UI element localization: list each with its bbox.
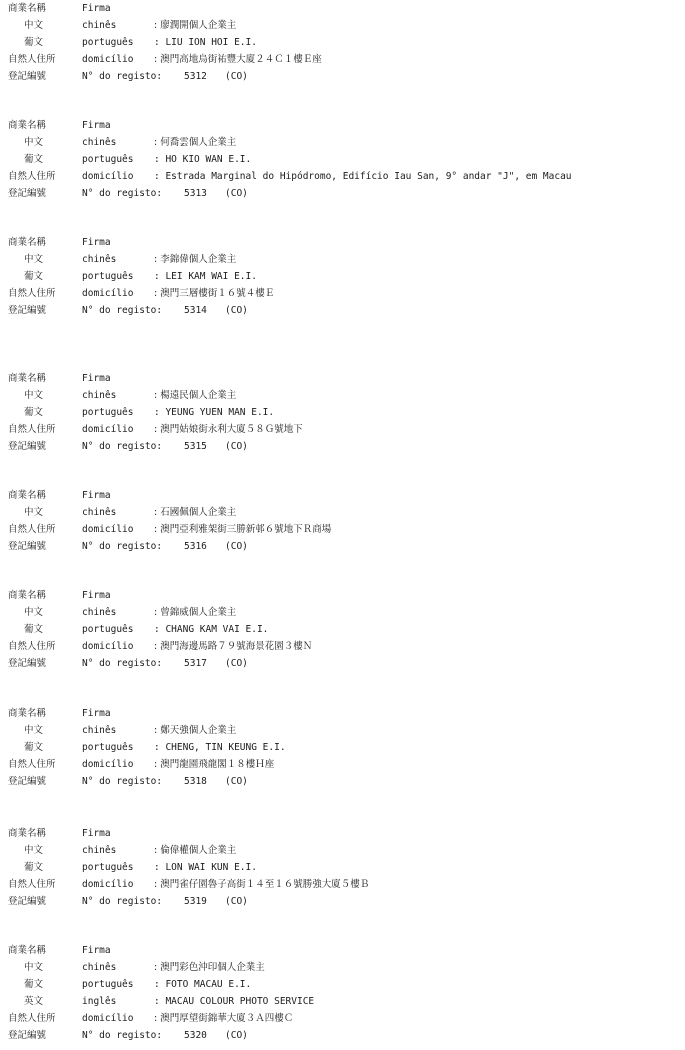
chinese-label-pt: chinês — [82, 507, 117, 518]
firma-label-pt: Firma — [82, 828, 111, 839]
portuguese-name-row — [8, 404, 678, 421]
portuguese-name-row — [8, 859, 678, 876]
domicile-value: : 澳門龍園飛龍閣１８樓Ｈ座 — [154, 759, 275, 770]
chinese-name-row — [8, 504, 678, 521]
domicile-value: : 澳門亞利雅架街三勝新邨６號地下Ｒ商場 — [154, 524, 332, 535]
domicile-label-zh: 自然人住所 — [8, 524, 56, 535]
domicile-row — [8, 1010, 678, 1027]
chinese-name-row — [8, 17, 678, 34]
portuguese-label-zh: 葡文 — [24, 742, 44, 753]
domicile-row — [8, 756, 678, 773]
registry-record — [8, 587, 678, 672]
portuguese-label-pt: português — [82, 862, 134, 873]
domicile-label-pt: domicílio — [82, 288, 134, 299]
register-label-zh: 登記編號 — [8, 188, 47, 199]
firma-label-zh: 商業名稱 — [8, 590, 47, 601]
register-suffix: (CO) — [225, 896, 248, 907]
domicile-label-zh: 自然人住所 — [8, 171, 56, 182]
chinese-name-value: : 倫偉權個人企業主 — [154, 845, 237, 856]
domicile-label-pt: domicílio — [82, 1013, 134, 1024]
domicile-label-pt: domicílio — [82, 524, 134, 535]
register-label-zh: 登記編號 — [8, 896, 47, 907]
registry-record — [8, 0, 678, 85]
portuguese-label-pt: português — [82, 154, 134, 165]
domicile-row — [8, 521, 678, 538]
chinese-label-pt: chinês — [82, 390, 117, 401]
chinese-label-zh: 中文 — [24, 725, 44, 736]
chinese-name-value: : 曾錦威個人企業主 — [154, 607, 237, 618]
register-row — [8, 773, 678, 790]
firma-label-pt: Firma — [82, 3, 111, 14]
firma-header — [8, 0, 678, 17]
english-label-zh: 英文 — [24, 996, 44, 1007]
firma-label-pt: Firma — [82, 945, 111, 956]
register-number: 5314 — [184, 305, 207, 316]
portuguese-name-row — [8, 34, 678, 51]
registry-record — [8, 117, 678, 202]
register-number: 5318 — [184, 776, 207, 787]
chinese-label-zh: 中文 — [24, 507, 44, 518]
portuguese-label-pt: português — [82, 979, 134, 990]
register-label-zh: 登記編號 — [8, 1030, 47, 1041]
register-label-pt: N° do registo: — [82, 305, 163, 316]
domicile-label-zh: 自然人住所 — [8, 641, 56, 652]
portuguese-name-value: : FOTO MACAU E.I. — [154, 979, 252, 990]
register-row — [8, 538, 678, 555]
firma-header — [8, 825, 678, 842]
english-name-row — [8, 993, 678, 1010]
portuguese-label-pt: português — [82, 271, 134, 282]
register-label-pt: N° do registo: — [82, 776, 163, 787]
register-label-pt: N° do registo: — [82, 441, 163, 452]
register-label-pt: N° do registo: — [82, 71, 163, 82]
domicile-row — [8, 285, 678, 302]
chinese-label-pt: chinês — [82, 962, 117, 973]
domicile-value: : 澳門厚望街錦華大廈３Ａ四樓Ｃ — [154, 1013, 294, 1024]
domicile-row — [8, 638, 678, 655]
chinese-label-pt: chinês — [82, 725, 117, 736]
portuguese-name-value: : CHENG, TIN KEUNG E.I. — [154, 742, 286, 753]
chinese-name-row — [8, 251, 678, 268]
portuguese-label-pt: português — [82, 742, 134, 753]
register-row — [8, 655, 678, 672]
firma-header — [8, 370, 678, 387]
registry-record — [8, 705, 678, 790]
english-name-value: : MACAU COLOUR PHOTO SERVICE — [154, 996, 315, 1007]
firma-label-zh: 商業名稱 — [8, 3, 47, 14]
domicile-label-zh: 自然人住所 — [8, 424, 56, 435]
chinese-label-zh: 中文 — [24, 254, 44, 265]
register-row — [8, 438, 678, 455]
register-label-zh: 登記編號 — [8, 71, 47, 82]
register-number: 5320 — [184, 1030, 207, 1041]
register-row — [8, 302, 678, 319]
firma-label-zh: 商業名稱 — [8, 490, 47, 501]
firma-label-zh: 商業名稱 — [8, 708, 47, 719]
domicile-value: : 澳門雀仔園魯子高街１４至１６號勝強大廈５樓Ｂ — [154, 879, 370, 890]
register-label-zh: 登記編號 — [8, 305, 47, 316]
firma-label-pt: Firma — [82, 590, 111, 601]
register-label-pt: N° do registo: — [82, 541, 163, 552]
domicile-label-pt: domicílio — [82, 759, 134, 770]
chinese-label-pt: chinês — [82, 254, 117, 265]
chinese-name-value: : 何喬雲個人企業主 — [154, 137, 237, 148]
portuguese-name-row — [8, 739, 678, 756]
chinese-name-row — [8, 604, 678, 621]
domicile-label-zh: 自然人住所 — [8, 54, 56, 65]
portuguese-label-pt: português — [82, 624, 134, 635]
domicile-row — [8, 51, 678, 68]
register-label-pt: N° do registo: — [82, 658, 163, 669]
portuguese-label-zh: 葡文 — [24, 862, 44, 873]
register-label-zh: 登記編號 — [8, 541, 47, 552]
domicile-label-zh: 自然人住所 — [8, 288, 56, 299]
chinese-label-pt: chinês — [82, 607, 117, 618]
portuguese-label-zh: 葡文 — [24, 979, 44, 990]
firma-label-pt: Firma — [82, 120, 111, 131]
chinese-name-value: : 石國佩個人企業主 — [154, 507, 237, 518]
register-suffix: (CO) — [225, 658, 248, 669]
register-row — [8, 893, 678, 910]
firma-header — [8, 705, 678, 722]
chinese-name-value: : 李錦偉個人企業主 — [154, 254, 237, 265]
domicile-row — [8, 876, 678, 893]
chinese-label-zh: 中文 — [24, 607, 44, 618]
portuguese-name-value: : YEUNG YUEN MAN E.I. — [154, 407, 275, 418]
chinese-name-row — [8, 134, 678, 151]
chinese-label-pt: chinês — [82, 137, 117, 148]
register-label-zh: 登記編號 — [8, 658, 47, 669]
firma-label-zh: 商業名稱 — [8, 237, 47, 248]
english-label-pt: inglês — [82, 996, 117, 1007]
firma-header — [8, 587, 678, 604]
chinese-name-row — [8, 387, 678, 404]
registry-record — [8, 825, 678, 910]
firma-header — [8, 487, 678, 504]
portuguese-label-zh: 葡文 — [24, 624, 44, 635]
firma-label-pt: Firma — [82, 237, 111, 248]
register-number: 5315 — [184, 441, 207, 452]
domicile-label-pt: domicílio — [82, 54, 134, 65]
chinese-label-zh: 中文 — [24, 20, 44, 31]
portuguese-name-value: : CHANG KAM VAI E.I. — [154, 624, 269, 635]
portuguese-label-zh: 葡文 — [24, 37, 44, 48]
portuguese-name-row — [8, 268, 678, 285]
register-number: 5316 — [184, 541, 207, 552]
portuguese-name-row — [8, 976, 678, 993]
register-suffix: (CO) — [225, 441, 248, 452]
firma-header — [8, 117, 678, 134]
firma-label-zh: 商業名稱 — [8, 828, 47, 839]
portuguese-name-row — [8, 621, 678, 638]
register-label-pt: N° do registo: — [82, 1030, 163, 1041]
domicile-label-zh: 自然人住所 — [8, 879, 56, 890]
register-number: 5312 — [184, 71, 207, 82]
domicile-label-zh: 自然人住所 — [8, 1013, 56, 1024]
chinese-label-zh: 中文 — [24, 962, 44, 973]
register-suffix: (CO) — [225, 188, 248, 199]
register-label-zh: 登記編號 — [8, 776, 47, 787]
domicile-value: : 澳門海邊馬路７９號海景花園３樓Ｎ — [154, 641, 313, 652]
chinese-label-zh: 中文 — [24, 137, 44, 148]
register-row — [8, 1027, 678, 1044]
domicile-row — [8, 168, 678, 185]
portuguese-label-zh: 葡文 — [24, 154, 44, 165]
portuguese-name-value: : LEI KAM WAI E.I. — [154, 271, 257, 282]
register-label-pt: N° do registo: — [82, 896, 163, 907]
firma-label-pt: Firma — [82, 708, 111, 719]
register-row — [8, 185, 678, 202]
firma-header — [8, 942, 678, 959]
domicile-value: : 澳門高地烏街祐豐大廈２４Ｃ１樓Ｅ座 — [154, 54, 322, 65]
chinese-name-value: : 楊遠民個人企業主 — [154, 390, 237, 401]
domicile-value: : Estrada Marginal do Hipódromo, Edifício Iau San, 9° andar "J", em Macau — [154, 171, 572, 182]
register-suffix: (CO) — [225, 71, 248, 82]
portuguese-name-row — [8, 151, 678, 168]
firma-label-pt: Firma — [82, 490, 111, 501]
register-number: 5319 — [184, 896, 207, 907]
register-label-zh: 登記編號 — [8, 441, 47, 452]
chinese-label-zh: 中文 — [24, 390, 44, 401]
register-suffix: (CO) — [225, 1030, 248, 1041]
portuguese-label-pt: português — [82, 37, 134, 48]
firma-label-zh: 商業名稱 — [8, 373, 47, 384]
domicile-label-pt: domicílio — [82, 171, 134, 182]
chinese-name-value: : 鄭天強個人企業主 — [154, 725, 237, 736]
registry-record — [8, 942, 678, 1044]
firma-header — [8, 234, 678, 251]
register-suffix: (CO) — [225, 541, 248, 552]
chinese-label-pt: chinês — [82, 20, 117, 31]
chinese-name-row — [8, 722, 678, 739]
registry-record — [8, 487, 678, 555]
chinese-name-value: : 澳門彩色沖印個人企業主 — [154, 962, 265, 973]
register-suffix: (CO) — [225, 305, 248, 316]
domicile-value: : 澳門姑娘街永利大廈５８Ｇ號地下 — [154, 424, 303, 435]
registry-record — [8, 234, 678, 319]
registry-record — [8, 370, 678, 455]
portuguese-name-value: : LON WAI KUN E.I. — [154, 862, 257, 873]
chinese-label-zh: 中文 — [24, 845, 44, 856]
portuguese-label-pt: português — [82, 407, 134, 418]
portuguese-name-value: : LIU ION HOI E.I. — [154, 37, 257, 48]
domicile-value: : 澳門三層樓街１６號４樓Ｅ — [154, 288, 275, 299]
firma-label-pt: Firma — [82, 373, 111, 384]
chinese-name-row — [8, 959, 678, 976]
firma-label-zh: 商業名稱 — [8, 120, 47, 131]
register-number: 5317 — [184, 658, 207, 669]
chinese-label-pt: chinês — [82, 845, 117, 856]
chinese-name-row — [8, 842, 678, 859]
portuguese-name-value: : HO KIO WAN E.I. — [154, 154, 252, 165]
chinese-name-value: : 廖潤開個人企業主 — [154, 20, 237, 31]
domicile-label-pt: domicílio — [82, 424, 134, 435]
register-suffix: (CO) — [225, 776, 248, 787]
firma-label-zh: 商業名稱 — [8, 945, 47, 956]
portuguese-label-zh: 葡文 — [24, 271, 44, 282]
portuguese-label-zh: 葡文 — [24, 407, 44, 418]
domicile-row — [8, 421, 678, 438]
register-label-pt: N° do registo: — [82, 188, 163, 199]
domicile-label-zh: 自然人住所 — [8, 759, 56, 770]
register-row — [8, 68, 678, 85]
register-number: 5313 — [184, 188, 207, 199]
domicile-label-pt: domicílio — [82, 641, 134, 652]
domicile-label-pt: domicílio — [82, 879, 134, 890]
